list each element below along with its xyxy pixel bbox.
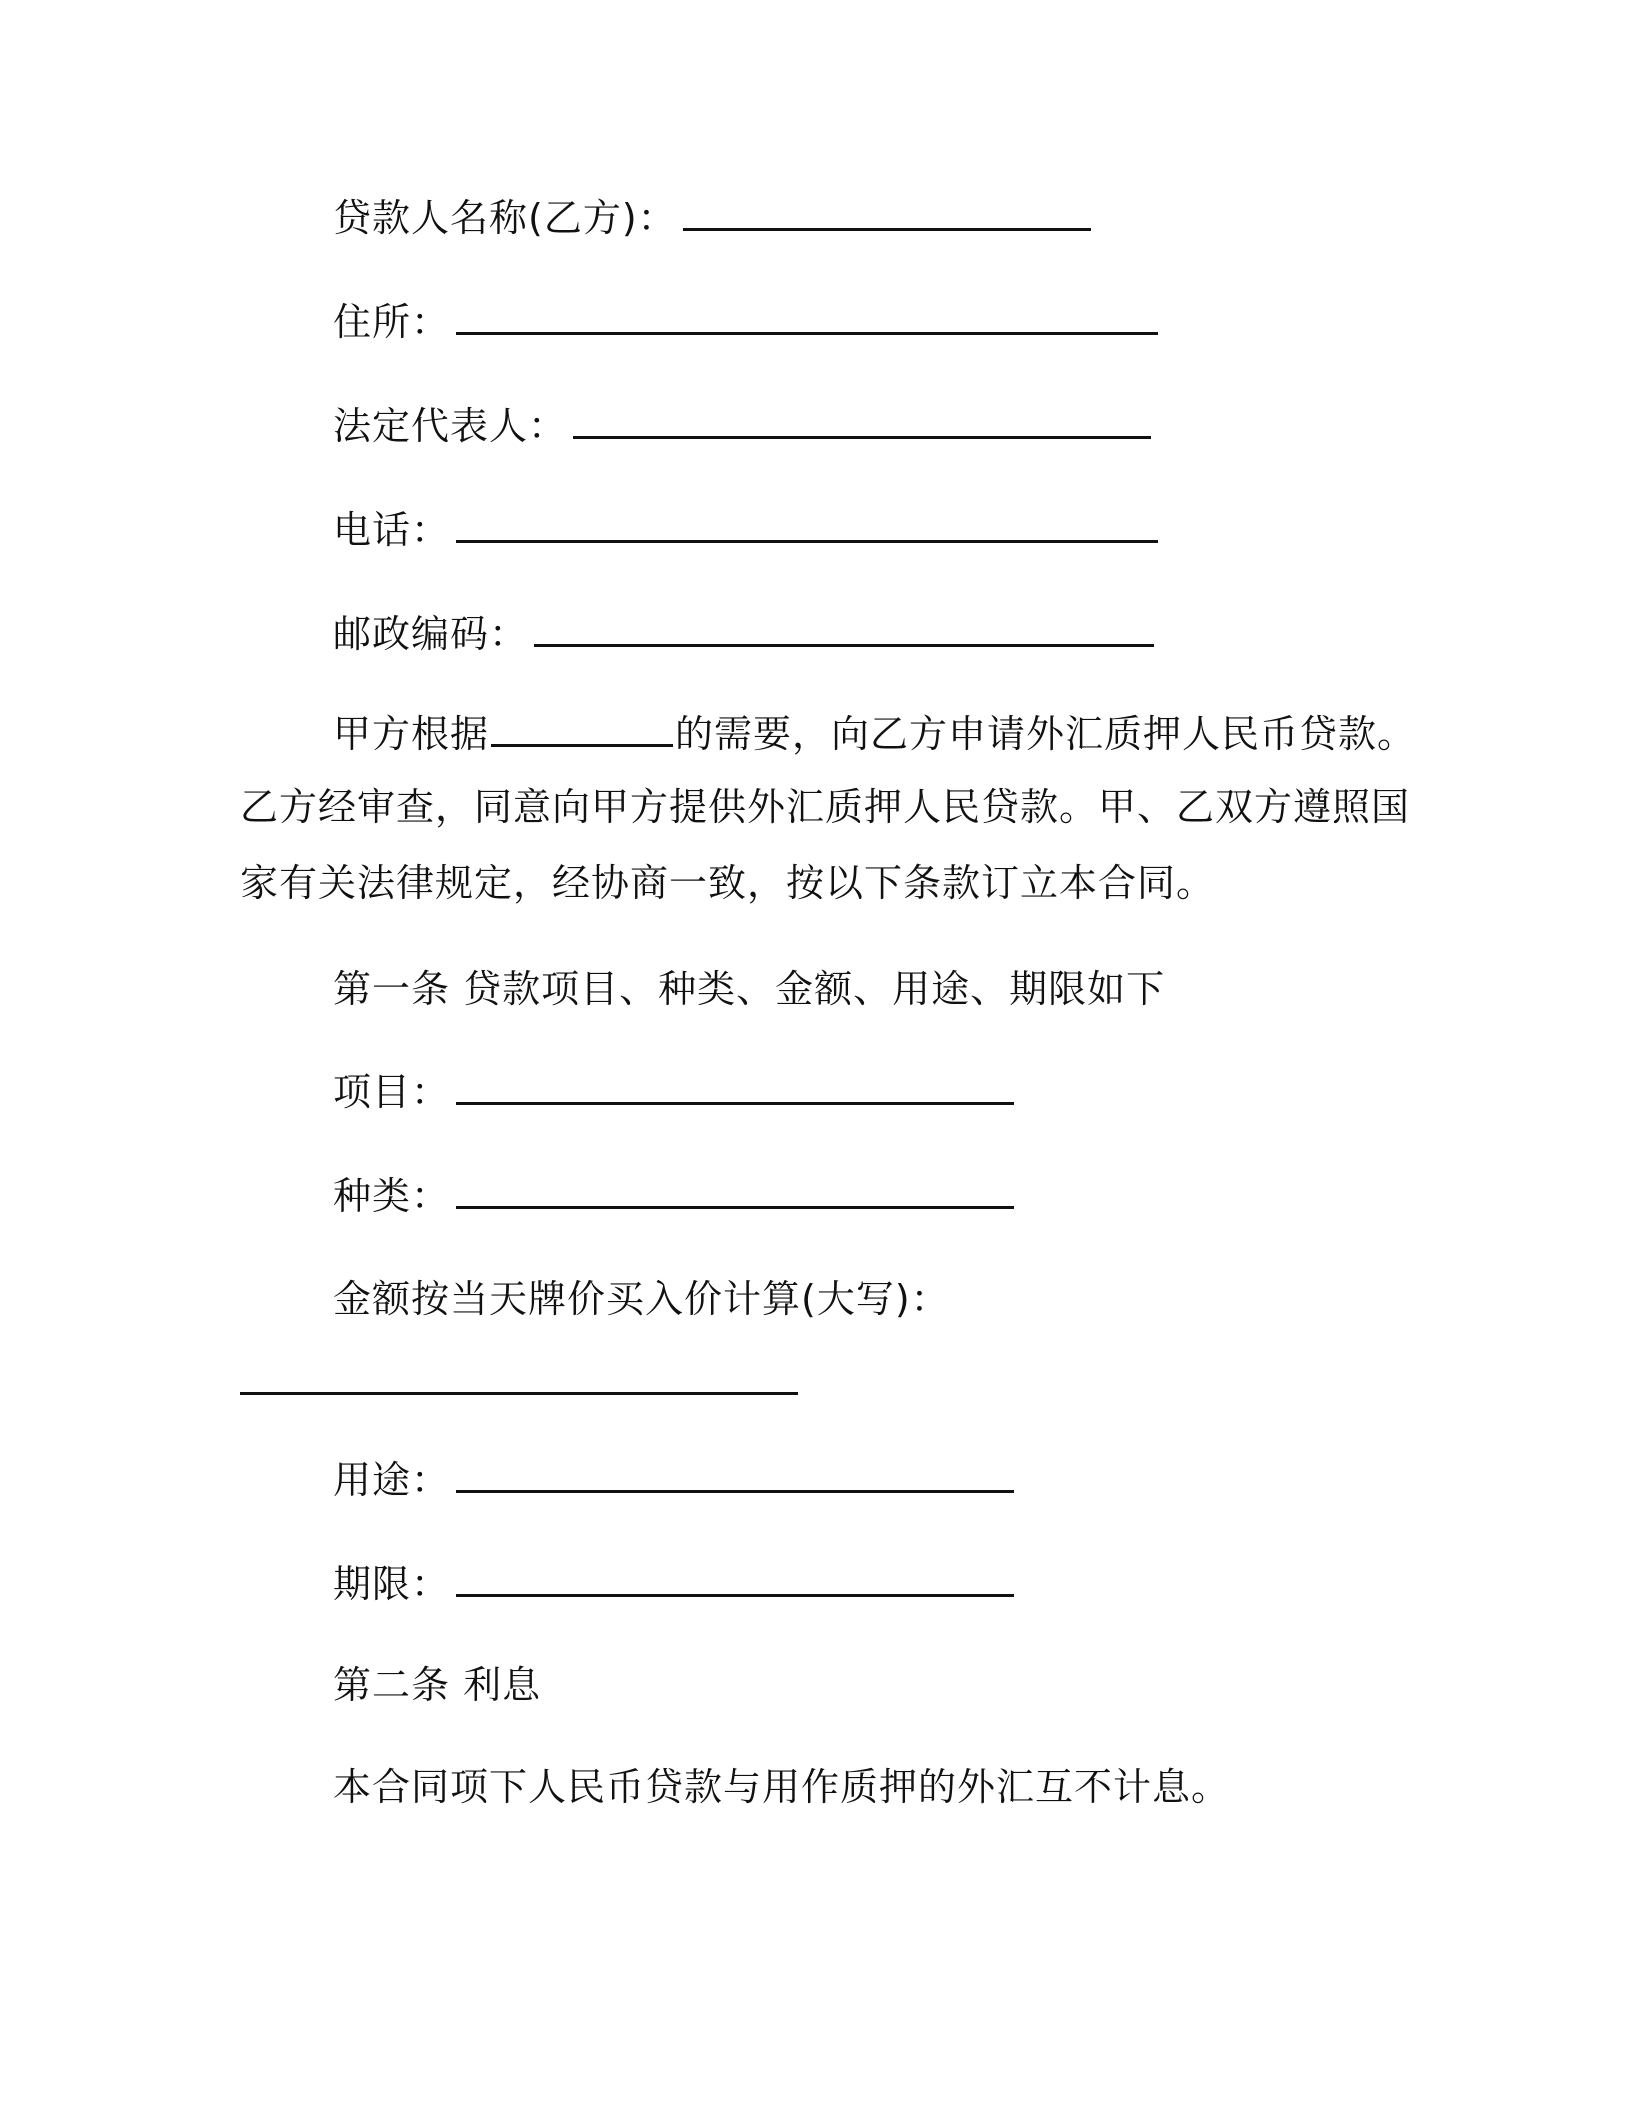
purpose-row — [333, 1458, 1014, 1502]
amount-row: 金额按当天牌价买入价计算(大写)： — [333, 1277, 950, 1321]
postal-code-blank[interactable] — [534, 614, 1154, 647]
legal-rep-blank[interactable] — [573, 406, 1151, 439]
term-label: 期限： — [333, 1562, 451, 1606]
lender-name-label: 贷款人名称(乙方)： — [333, 196, 677, 240]
term-blank[interactable] — [456, 1564, 1014, 1597]
basis-blank[interactable] — [491, 714, 673, 747]
item-label: 项目： — [333, 1070, 451, 1114]
phone-label: 电话： — [333, 508, 451, 552]
article-2-heading: 第二条 利息 — [333, 1663, 542, 1707]
intro-text-before: 甲方根据 — [333, 712, 490, 756]
address-row — [333, 300, 1158, 344]
lender-name-blank[interactable] — [683, 198, 1091, 231]
type-blank[interactable] — [456, 1176, 1014, 1209]
amount-blank[interactable] — [240, 1392, 798, 1395]
phone-row — [333, 508, 1158, 552]
intro-line-2: 乙方经审查，同意向甲方提供外汇质押人民贷款。甲、乙双方遵照国 — [240, 785, 1411, 829]
postal-code-label: 邮政编码： — [333, 612, 529, 656]
phone-blank[interactable] — [456, 510, 1158, 543]
item-row — [333, 1070, 1014, 1114]
intro-line-3: 家有关法律规定，经协商一致，按以下条款订立本合同。 — [240, 861, 1216, 905]
address-label: 住所： — [333, 300, 451, 344]
type-row — [333, 1174, 1014, 1218]
type-label: 种类： — [333, 1174, 451, 1218]
item-blank[interactable] — [456, 1072, 1014, 1105]
purpose-blank[interactable] — [456, 1460, 1014, 1493]
article-1-heading: 第一条 贷款项目、种类、金额、用途、期限如下 — [333, 967, 1166, 1011]
lender-name-row — [333, 196, 1091, 240]
purpose-label: 用途： — [333, 1458, 451, 1502]
legal-rep-label: 法定代表人： — [333, 404, 568, 448]
intro-line-1 — [333, 712, 1417, 756]
postal-code-row — [333, 612, 1154, 656]
legal-rep-row — [333, 404, 1151, 448]
address-blank[interactable] — [456, 302, 1158, 335]
intro-text-after: 的需要，向乙方申请外汇质押人民币贷款。 — [675, 712, 1417, 756]
article-2-body: 本合同项下人民币贷款与用作质押的外汇互不计息。 — [333, 1765, 1231, 1809]
term-row — [333, 1562, 1014, 1606]
